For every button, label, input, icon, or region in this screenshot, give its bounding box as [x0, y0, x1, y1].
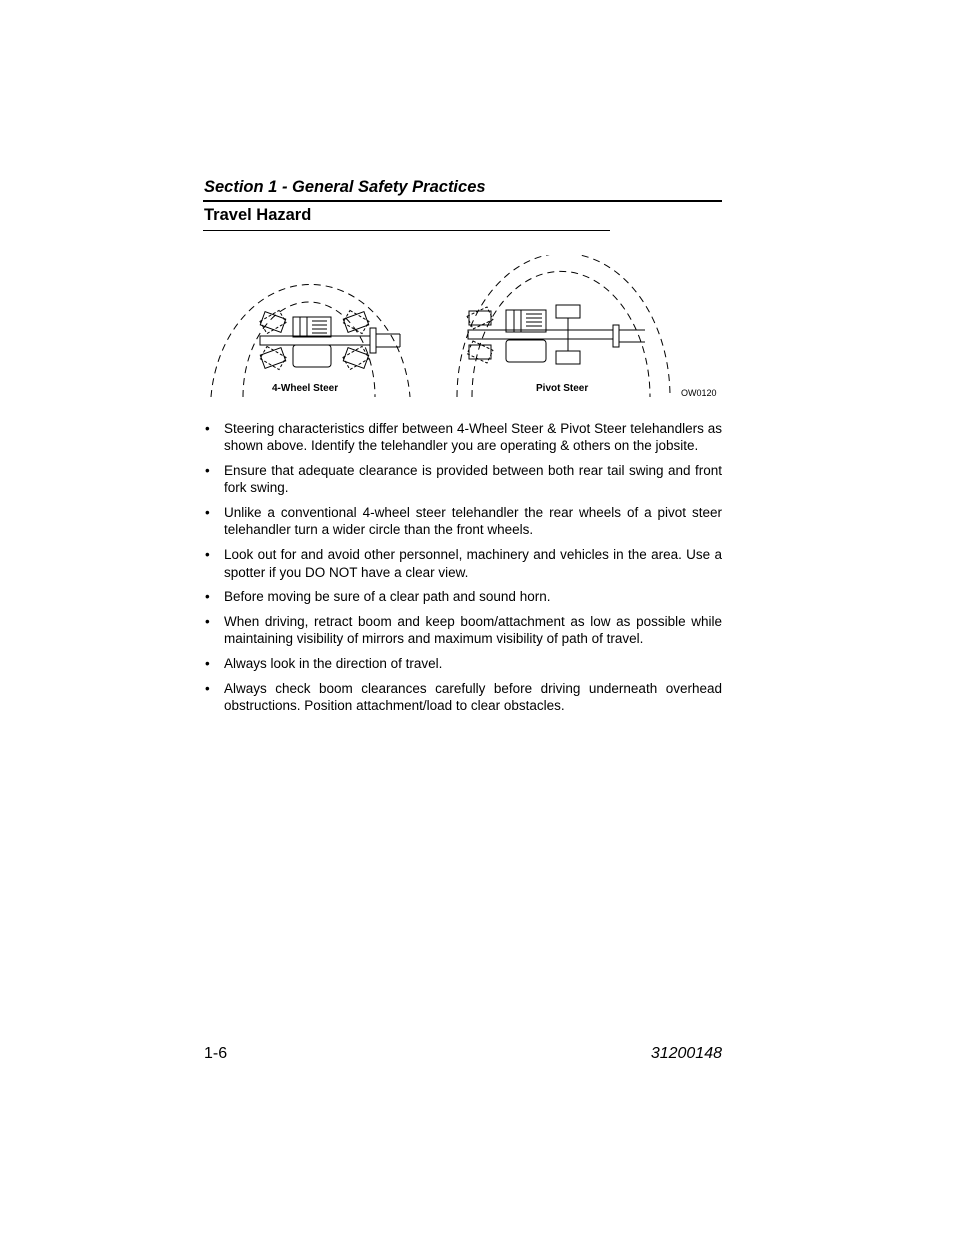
four-wheel-steer-label: 4-Wheel Steer	[272, 383, 339, 394]
outer-turning-arc	[211, 284, 410, 397]
subsection-title: Travel Hazard	[204, 206, 312, 224]
list-item: • Ensure that adequate clearance is provided between both rear tail swing and front fork swing.	[205, 463, 722, 496]
subsection-divider	[203, 230, 610, 231]
figure-code: OW0120	[681, 388, 717, 398]
list-item: • Always look in the direction of travel.	[205, 656, 443, 672]
list-item: • Unlike a conventional 4-wheel steer telehandler the rear wheels of a pivot steer telehandler turn a wider circle than the front wheels.	[205, 505, 722, 538]
pivot-inner-arc	[472, 271, 650, 397]
list-item: • Look out for and avoid other personnel, machinery and vehicles in the area. Use a spotter if you DO NOT have a clear view.	[205, 547, 722, 580]
bullet-icon: •	[205, 505, 210, 521]
bullet-icon: •	[205, 681, 210, 697]
bullet-icon: •	[205, 463, 210, 479]
list-item: • Always check boom clearances carefully before driving underneath overhead obstructions. Position attachment/load to clear obstacles.	[205, 681, 722, 714]
bullet-icon: •	[205, 421, 210, 436]
list-item: • Steering characteristics differ between 4-Wheel Steer & Pivot Steer telehandlers as shown above. Identify the telehandler you are operating & others on the jobsite.	[205, 421, 722, 454]
pivot-outer-arc	[457, 255, 670, 397]
section-divider	[203, 200, 722, 202]
page-number: 1-6	[204, 1045, 228, 1062]
safety-bullet-list	[205, 420, 722, 722]
list-item: • Before moving be sure of a clear path and sound horn.	[205, 589, 551, 605]
steering-diagram	[200, 255, 730, 405]
section-title: Section 1 - General Safety Practices	[204, 178, 486, 196]
document-number: 31200148	[650, 1045, 722, 1062]
bullet-icon: •	[205, 656, 210, 672]
pivot-steer-label: Pivot Steer	[536, 383, 589, 394]
list-item: • When driving, retract boom and keep boom/attachment as low as possible while maintaining visibility of mirrors and maximum visibility of path of travel.	[205, 614, 722, 647]
four-wheel-steer-machine	[260, 310, 400, 369]
bullet-icon: •	[205, 614, 210, 630]
bullet-icon: •	[205, 589, 210, 605]
bullet-icon: •	[205, 547, 210, 563]
